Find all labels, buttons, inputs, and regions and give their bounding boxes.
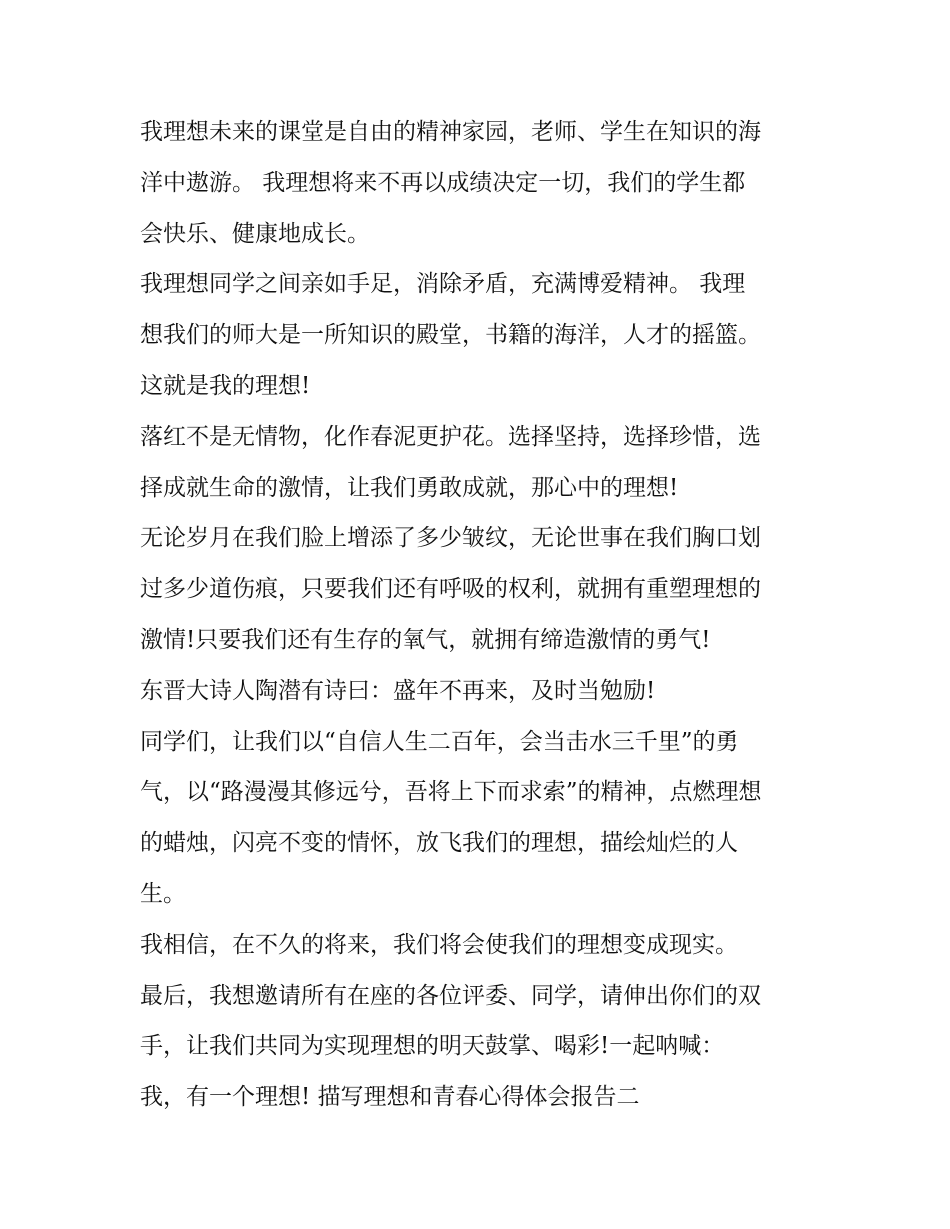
- text-line: 东晋大诗人陶潜有诗曰：盛年不再来，及时当勉励!: [140, 677, 656, 704]
- text-line: 过多少道伤痕，只要我们还有呼吸的权利，就拥有重塑理想的: [140, 576, 761, 603]
- document-body: [140, 107, 820, 1123]
- text-line: 手，让我们共同为实现理想的明天鼓掌、喝彩!一起呐喊：: [140, 1033, 725, 1060]
- text-line: 我相信，在不久的将来，我们将会使我们的理想变成现实。: [140, 931, 738, 958]
- text-line: 择成就生命的激情，让我们勇敢成就，那心中的理想!: [140, 474, 679, 501]
- text-line: 生。: [140, 880, 186, 907]
- text-line: 激情!只要我们还有生存的氧气，就拥有缔造激情的勇气!: [140, 626, 711, 653]
- text-line: 我理想未来的课堂是自由的精神家园，老师、学生在知识的海: [140, 119, 761, 145]
- text-line: 的蜡烛，闪亮不变的情怀，放飞我们的理想，描绘灿烂的人: [140, 830, 738, 857]
- text-line: 这就是我的理想!: [140, 372, 311, 399]
- text-line: 想我们的师大是一所知识的殿堂，书籍的海洋，人才的摇篮。: [140, 322, 761, 349]
- text-line: 气，以“路漫漫其修远兮，吾将上下而求索”的精神，点燃理想: [140, 779, 762, 806]
- text-line: 我，有一个理想! 描写理想和青春心得体会报告二: [140, 1084, 640, 1111]
- text-line: 无论岁月在我们脸上增添了多少皱纹，无论世事在我们胸口划: [140, 525, 761, 552]
- text-line: 洋中遨游。 我理想将来不再以成绩决定一切，我们的学生都: [140, 169, 746, 196]
- text-line: 同学们，让我们以“自信人生二百年，会当击水三千里”的勇: [140, 728, 739, 755]
- text-line: 最后，我想邀请所有在座的各位评委、同学，请伸出你们的双: [140, 982, 761, 1009]
- text-line: 我理想同学之间亲如手足，消除矛盾，充满博爱精神。 我理: [140, 271, 746, 298]
- text-line: 会快乐、健康地成长。: [140, 220, 370, 247]
- text-line: 落红不是无情物，化作春泥更护花。选择坚持，选择珍惜，选: [140, 423, 761, 450]
